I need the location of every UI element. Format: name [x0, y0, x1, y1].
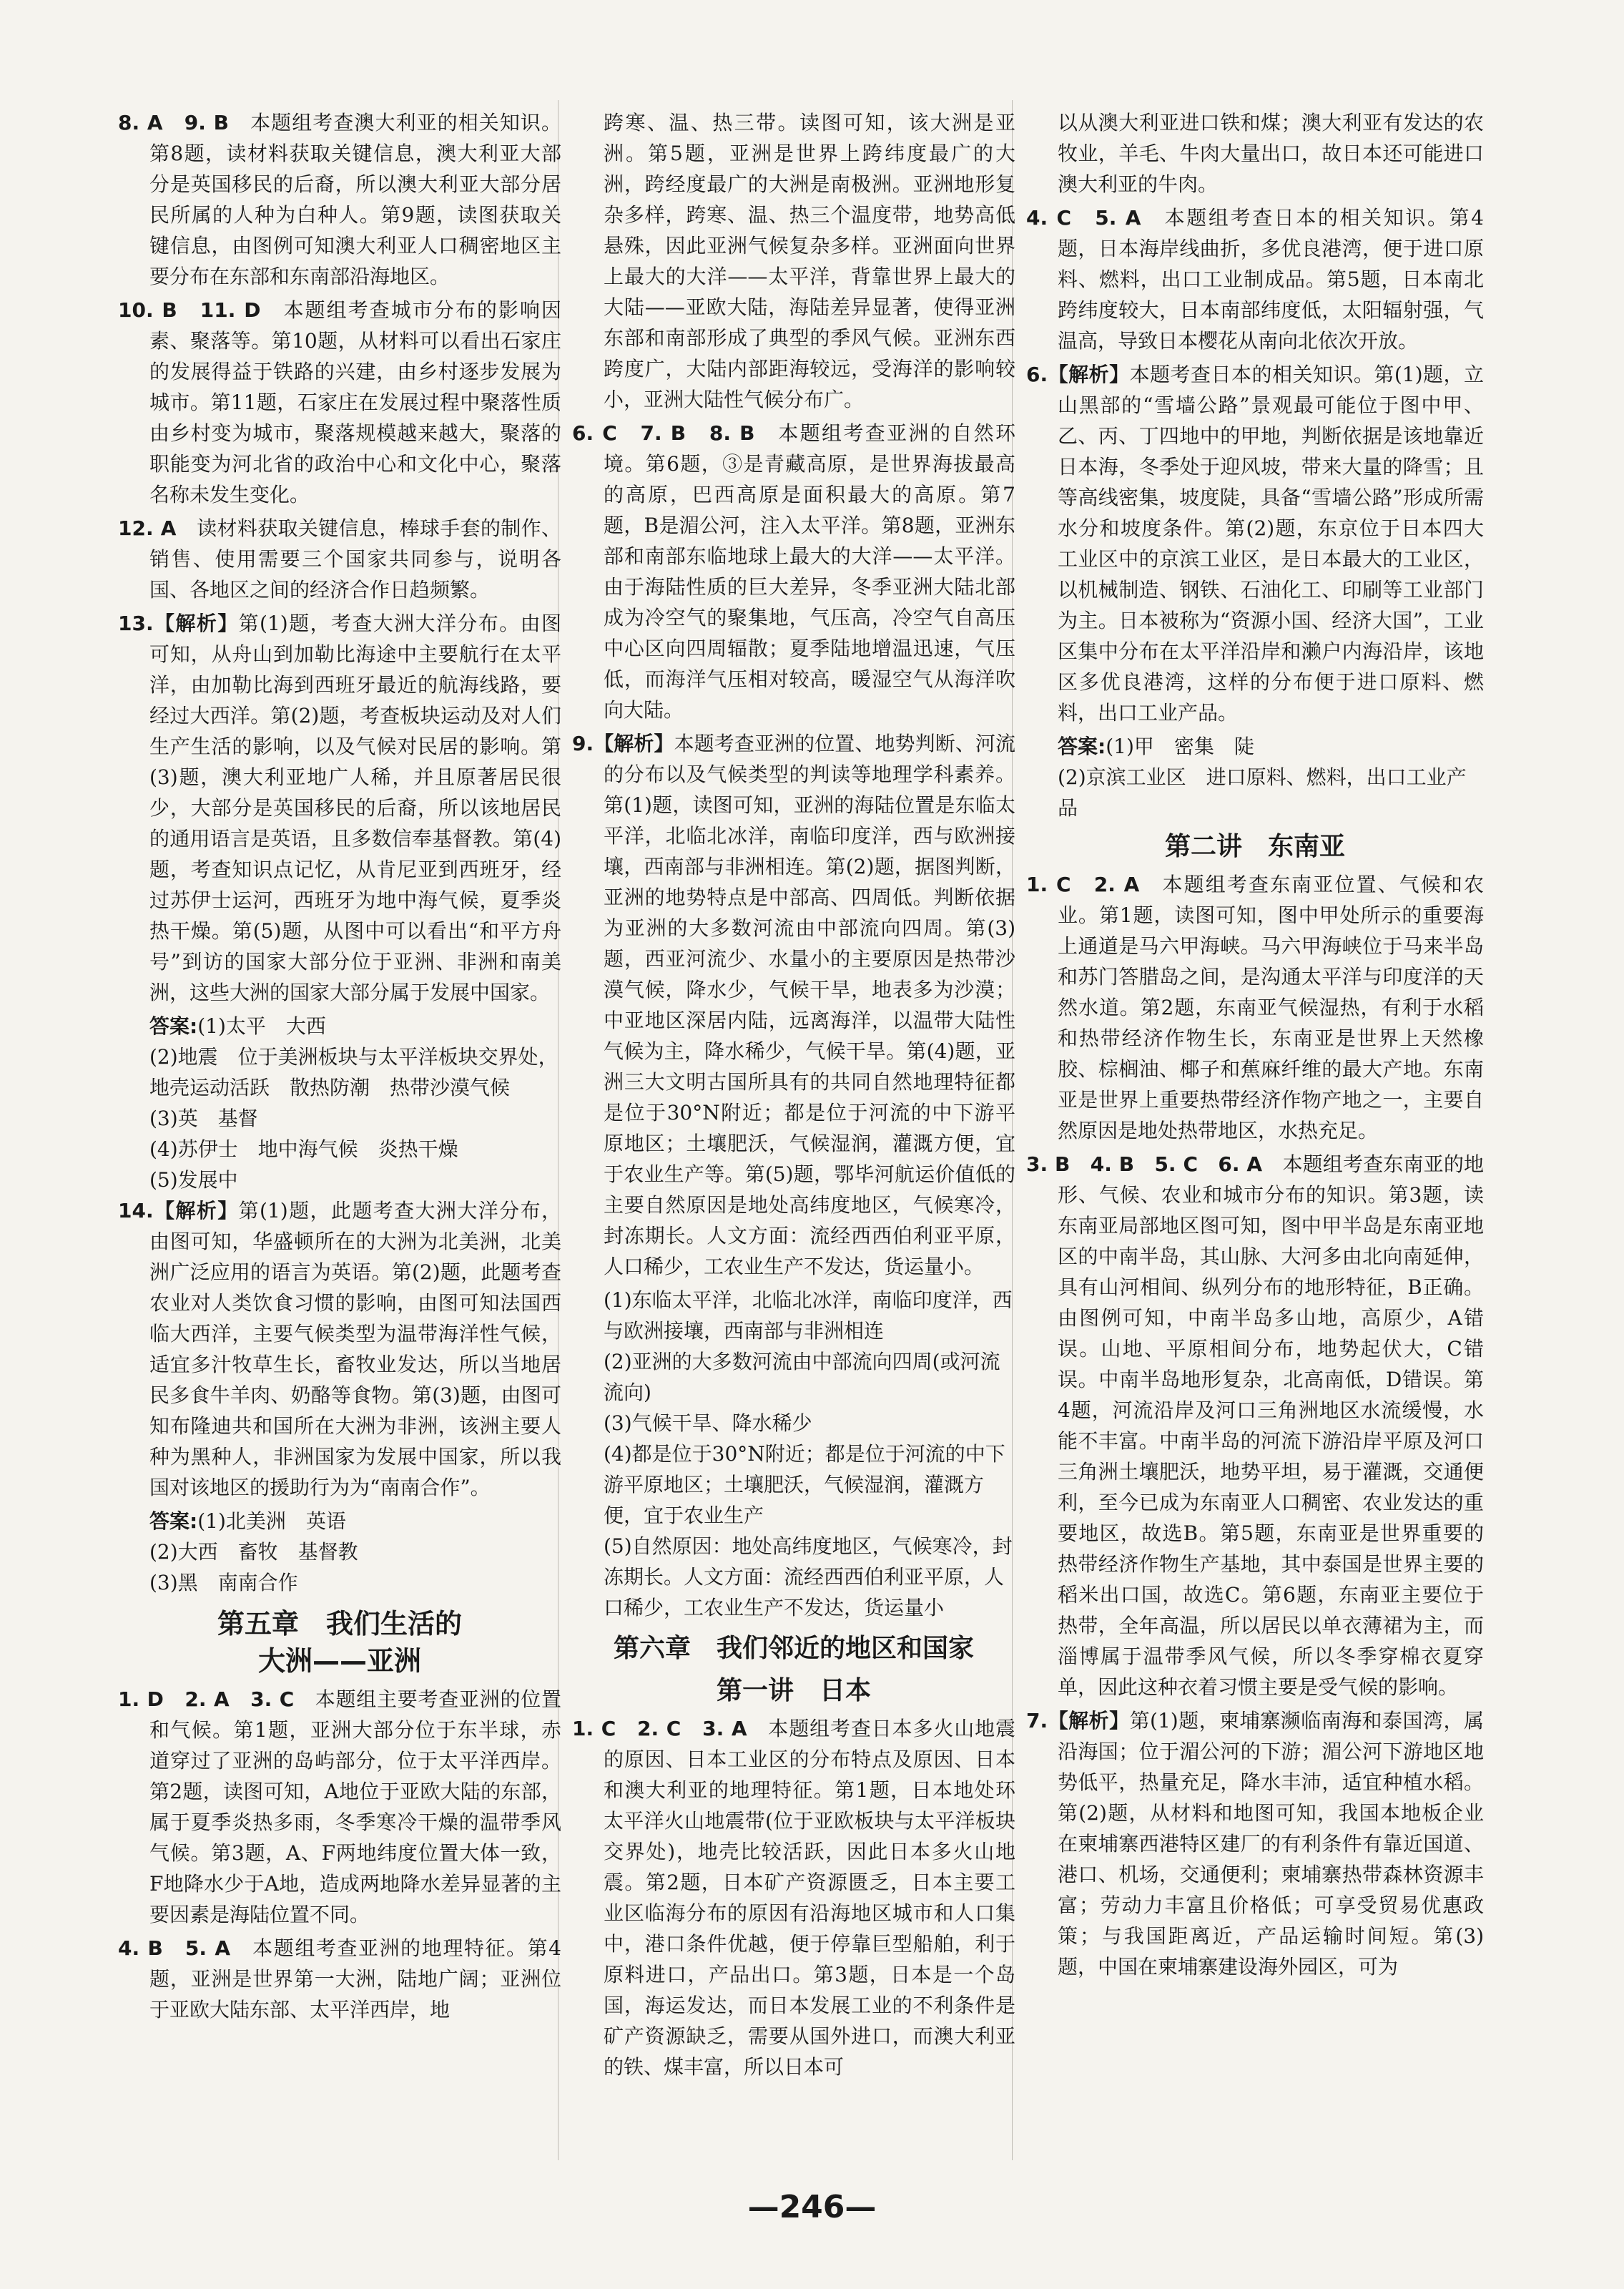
answer-item: 1. C 2. A 本题组考查东南亚位置、气候和农业。第1题，读图可知，图中甲处所示的重要海上通道是马六甲海峡。马六甲海峡位于马来半岛和苏门答腊岛之间，是沟通太平洋与印度洋的天然水道。第2题，东南亚气候湿热，有利于水稻和热带经济作物生长，东南亚是世界上天然橡胶、棕榈油、椰子和蕉麻纤维的最大产地。东南亚是世界上重要热带经济作物产地之一，主要自然原因是地处热带地区，水热充足。: [1026, 873, 1484, 1142]
answer-item: 13.【解析】第(1)题，考查大洲大洋分布。由图可知，从舟山到加勒比海途中主要航行在太平洋，由加勒比海到西班牙最近的航海线路，要经过大西洋。第(2)题，考查板块运动及对人们生产生活的影响，以及气候对民居的影响。第(3)题，澳大利亚地广人稀，并且原著居民很少，大部分是英国移民的后裔，所以该地居民的通用语言是英语，且多数信奉基督教。第(4)题，考查知识点记忆，从肯尼亚到西班牙，经过苏伊士运河，西班牙为地中海气候，夏季炎热干燥。第(5)题，从图中可以看出“和平方舟号”到访的国家大部分位于亚洲、非洲和南美洲，这些大洲的国家大部分属于发展中国家。: [118, 612, 561, 1004]
answer-key: 答案:(1)北美洲 英语 (2)大西 畜牧 基督教 (3)黑 南南合作: [149, 1509, 358, 1594]
page-number: —246—: [747, 2189, 877, 2225]
lecture-heading: 第一讲 日本: [716, 1676, 871, 1705]
chapter-heading: 第五章 我们生活的 大洲——亚洲: [217, 1608, 462, 1677]
answer-item: 6.【解析】本题考查日本的相关知识。第(1)题，立山黑部的“雪墙公路”景观最可能位于图中甲、乙、丙、丁四地中的甲地，判断依据是该地靠近日本海，冬季处于迎风坡，带来大量的降雪；且等高线密集，坡度陡，具备“雪墙公路”形成所需水分和坡度条件。第(2)题，东京位于日本四大工业区中的京滨工业区，是日本最大的工业区，以机械制造、钢铁、石油化工、印刷等工业部门为主。日本被称为“资源小国、经济大国”，工业区集中分布在太平洋沿岸和濑户内海沿岸，该地区多优良港湾，这样的分布便于进口原料、燃料，出口工业产品。: [1026, 363, 1484, 725]
answer-continuation: 以从澳大利亚进口铁和煤；澳大利亚有发达的农牧业，羊毛、牛肉大量出口，故日本还可能进口澳大利亚的牛肉。: [1058, 111, 1484, 196]
answer-item: 12. A 读材料获取关键信息，棒球手套的制作、销售、使用需要三个国家共同参与，说明各国、各地区之间的经济合作日趋频繁。: [118, 516, 561, 602]
answer-item: 14.【解析】第(1)题，此题考查大洲大洋分布，由图可知，华盛顿所在的大洲为北美洲，北美洲广泛应用的语言为英语。第(2)题，此题考查农业对人类饮食习惯的影响，由图可知法国西临大西洋，主要气候类型为温带海洋性气候，适宜多汁牧草生长，畜牧业发达，所以当地居民多食牛羊肉、奶酪等食物。第(3)题，由图可知布隆迪共和国所在大洲为非洲，该洲主要人种为黑种人，非洲国家为发展中国家，所以我国对该地区的援助行为为“南南合作”。: [118, 1199, 561, 1499]
answer-item: 10. B 11. D 本题组考查城市分布的影响因素、聚落等。第10题，从材料可以看出石家庄的发展得益于铁路的兴建，由乡村逐步发展为城市。第11题，石家庄在发展过程中聚落性质由乡村变为城市，聚落规模越来越大，聚落的职能变为河北省的政治中心和文化中心，聚落名称未发生变化。: [118, 298, 561, 506]
answer-item: 4. C 5. A 本题组考查日本的相关知识。第4题，日本海岸线曲折，多优良港湾，便于进口原料、燃料，出口工业制成品。第5题，日本南北跨纬度较大，日本南部纬度低，太阳辐射强，气温高，导致日本樱花从南向北依次开放。: [1026, 206, 1484, 353]
chapter-heading: 第六章 我们邻近的地区和国家: [613, 1634, 974, 1663]
column-right: [1026, 107, 1484, 1985]
answer-item: 1. C 2. C 3. A 本题组考查日本多火山地震的原因、日本工业区的分布特点及原因、日本和澳大利亚的地理特征。第1题，日本地处环太平洋火山地震带(位于亚欧板块与太平洋板块交界处)，地壳比较活跃，因此日本多火山地震。第2题，日本矿产资源匮乏，日本主要工业区临海分布的原因有沿海地区城市和人口集中，港口条件优越，便于停靠巨型船舶，利于原料进口，产品出口。第3题，日本是一个岛国，海运发达，而日本发展工业的不利条件是矿产资源缺乏，需要从国外进口，而澳大利亚的铁、煤丰富，所以日本可: [572, 1717, 1015, 2079]
lecture-heading: 第二讲 东南亚: [1164, 832, 1345, 861]
column-left: [118, 107, 561, 2028]
answer-item: 9.【解析】本题考查亚洲的位置、地势判断、河流的分布以及气候类型的判读等地理学科素养。第(1)题，读图可知，亚洲的海陆位置是东临太平洋，北临北冰洋，南临印度洋，西与欧洲接壤，西南部与非洲相连。第(2)题，据图判断，亚洲的地势特点是中部高、四周低。判断依据为亚洲的大多数河流由中部流向四周。第(3)题，西亚河流少、水量小的主要原因是热带沙漠气候，降水少，气候干旱，地表多为沙漠；中亚地区深居内陆，远离海洋，以温带大陆性气候为主，降水稀少，气候干旱。第(4)题，亚洲三大文明古国所具有的共同自然地理特征都是位于30°N附近；都是位于河流的中下游平原地区；土壤肥沃，气候湿润，灌溉方便，宜于农业生产等。第(5)题，鄂毕河航运价值低的主要自然原因是地处高纬度地区，气候寒冷，封冻期长。人文方面：流经西西伯利亚平原，人口稀少，工农业生产不发达，货运量小。: [572, 732, 1015, 1278]
answer-key: (1)东临太平洋，北临北冰洋，南临印度洋，西与欧洲接壤，西南部与非洲相连 (2)亚洲的大多数河流由中部流向四周(或河流流向) (3)气候干旱、降水稀少 (4)都是位于30°N附近；都是位于河流的中下游平原地区；土壤肥沃，气候湿润，灌溉方便，宜于农业生产 (5)自然原因：地处高纬度地区，气候寒冷，封冻期长。人文方面：流经西西伯利亚平原，人口稀少，工农业生产不发达，货运量小: [604, 1288, 1013, 1619]
answer-continuation: 跨寒、温、热三带。读图可知，该大洲是亚洲。第5题，亚洲是世界上跨纬度最广的大洲，跨经度最广的大洲是南极洲。亚洲地形复杂多样，跨寒、温、热三个温度带，地势高低悬殊，因此亚洲气候复杂多样。亚洲面向世界上最大的大洋——太平洋，背靠世界上最大的大陆——亚欧大陆，海陆差异显著，使得亚洲东部和南部形成了典型的季风气候。亚洲东西跨度广，大陆内部距海较远，受海洋的影响较小，亚洲大陆性气候分布广。: [604, 111, 1015, 411]
answer-item: 7.【解析】第(1)题，柬埔寨濒临南海和泰国湾，属沿海国；位于湄公河的下游；湄公河下游地区地势低平，热量充足，降水丰沛，适宜种植水稻。第(2)题，从材料和地图可知，我国本地板企业在柬埔寨西港特区建厂的有利条件有靠近国道、港口、机场，交通便利；柬埔寨热带森林资源丰富；劳动力丰富且价格低；可享受贸易优惠政策；与我国距离近，产品运输时间短。第(3)题，中国在柬埔寨建设海外园区，可为: [1026, 1709, 1484, 1979]
answer-item: 3. B 4. B 5. C 6. A 本题组考查东南亚的地形、气候、农业和城市分布的知识。第3题，读东南亚局部地区图可知，图中甲半岛是东南亚地区的中南半岛，其山脉、大河多由北向南延伸，具有山河相间、纵列分布的地形特征，B正确。由图例可知，中南半岛多山地，高原少，A错误。山地、平原相间分布，地势起伏大，C错误。中南半岛地形复杂，北高南低，D错误。第4题，河流沿岸及河口三角洲地区水流缓慢，水能不丰富。中南半岛的河流下游沿岸平原及河口三角洲土壤肥沃，地势平坦，易于灌溉，交通便利，至今已成为东南亚人口稠密、农业发达的重要地区，故选B。第5题，东南亚是世界重要的热带经济作物生产基地，其中泰国是世界主要的稻米出口国，故选C。第6题，东南亚主要位于热带，全年高温，所以居民以单衣薄裙为主，而淄博属于温带季风气候，所以冬季穿棉衣夏穿单，因此这种衣着习惯主要是受气候的影响。: [1026, 1152, 1484, 1699]
answer-key: 答案:(1)甲 密集 陡 (2)京滨工业区 进口原料、燃料，出口工业产品: [1058, 735, 1467, 820]
column-middle: [572, 107, 1015, 2085]
answer-key: 答案:(1)太平 大西 (2)地震 位于美洲板块与太平洋板块交界处，地壳运动活跃 散热防潮 热带沙漠气候 (3)英 基督 (4)苏伊士 地中海气候 炎热干燥 (5)发展中: [149, 1014, 558, 1192]
answer-item: 4. B 5. A 本题组考查亚洲的地理特征。第4题，亚洲是世界第一大洲，陆地广阔；亚洲位于亚欧大陆东部、太平洋西岸，地: [118, 1936, 561, 2021]
answer-item: 6. C 7. B 8. B 本题组考查亚洲的自然环境。第6题，③是青藏高原，是世界海拔最高的高原，巴西高原是面积最大的高原。第7题，B是湄公河，注入太平洋。第8题，亚洲东部和南部东临地球上最大的大洋——太平洋。由于海陆性质的巨大差异，冬季亚洲大陆北部成为冷空气的聚集地，气压高，冷空气自高压中心区向四周辐散；夏季陆地增温迅速，气压低，而海洋气压相对较高，暖湿空气从海洋吹向大陆。: [572, 421, 1015, 722]
answer-item: 1. D 2. A 3. C 本题组主要考查亚洲的位置和气候。第1题，亚洲大部分位于东半球，赤道穿过了亚洲的岛屿部分，位于太平洋西岸。第2题，读图可知，A地位于亚欧大陆的东部，属于夏季炎热多雨，冬季寒冷干燥的温带季风气候。第3题，A、F两地纬度位置大体一致，F地降水少于A地，造成两地降水差异显著的主要因素是海陆位置不同。: [118, 1687, 561, 1926]
answer-item: 8. A 9. B 本题组考查澳大利亚的相关知识。第8题，读材料获取关键信息，澳大利亚大部分是英国移民的后裔，所以澳大利亚大部分居民所属的人种为白种人。第9题，读图获取关键信息，由图例可知澳大利亚人口稠密地区主要分布在东部和东南部沿海地区。: [118, 111, 561, 288]
